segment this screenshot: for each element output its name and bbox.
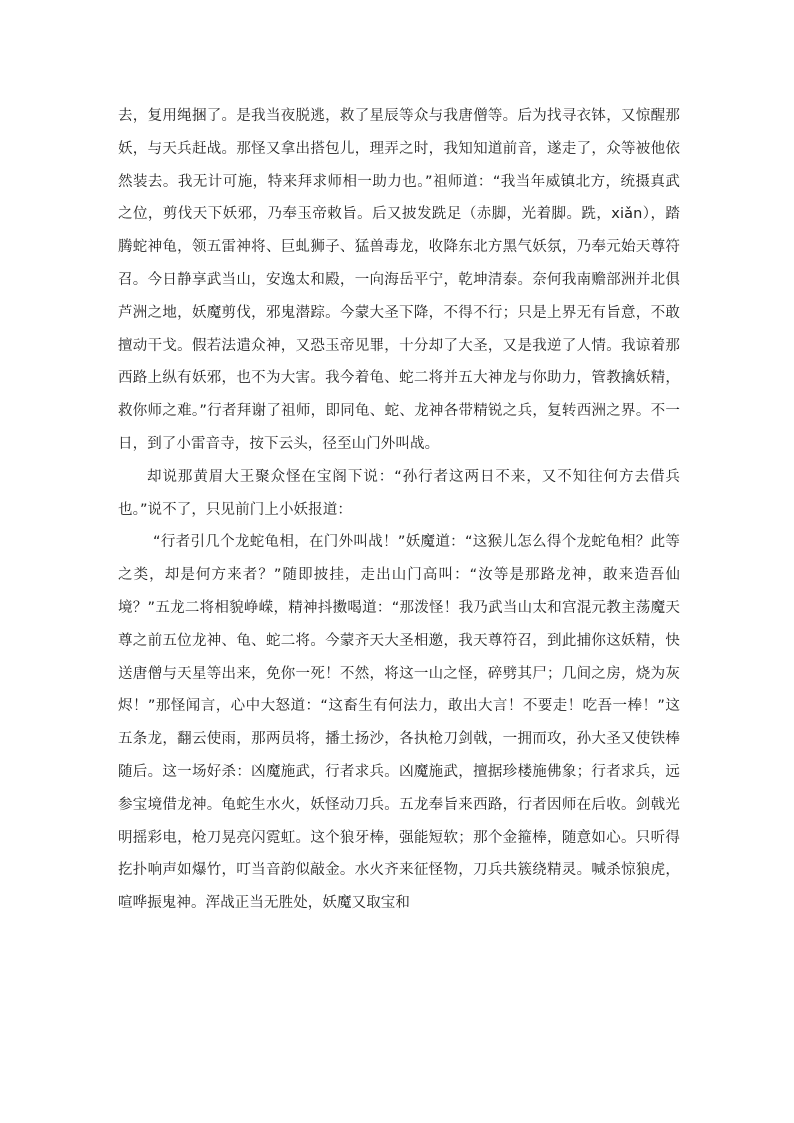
paragraph-1: 去，复用绳捆了。是我当夜脱逃，救了星辰等众与我唐僧等。后为找寻衣钵，又惊醒那妖，与天兵赶战。那怪又拿出搭包儿，理弄之时，我知知道前音，遂走了，众等被他依然装去。我无计可施，特来拜求师相一助力也。”祖师道：“我当年威镇北方，统摄真武之位，剪伐天下妖邪，乃奉玉帝敕旨。后又披发跣足（赤脚，光着脚。跣，xiǎn），踏腾蛇神龟，领五雷神将、巨虬狮子、猛兽毒龙，收降东北方黑气妖氛，乃奉元始天尊符召。今日静享武当山，安逸太和殿，一向海岳平宁，乾坤清泰。奈何我南赡部洲并北俱芦洲之地，妖魔剪伐，邪鬼潜踪。今蒙大圣下降，不得不行；只是上界无有旨意，不敢擅动干戈。假若法遣众神，又恐玉帝见罪，十分却了大圣，又是我逆了人情。我谅着那西路上纵有妖邪，也不为大害。我今着龟、蛇二将并五大神龙与你助力，管教擒妖精，救你师之难。”行者拜谢了祖师，即同龟、蛇、龙神各带精锐之兵，复转西洲之界。不一日，到了小雷音寺，按下云头，径至山门外叫战。 <box>118 108 680 452</box>
document-body <box>118 100 680 920</box>
paragraph-2: 却说那黄眉大王聚众怪在宝阁下说：“孙行者这两日不来，又不知往何方去借兵也。”说不了，只见前门上小妖报道： <box>118 468 680 518</box>
paragraph-3: “行者引几个龙蛇龟相，在门外叫战！”妖魔道：“这猴儿怎么得个龙蛇龟相？此等之类，却是何方来者？”随即披挂，走出山门高叫：“汝等是那路龙神，敢来造吾仙境？”五龙二将相貌峥嵘，精神抖擞喝道：“那泼怪！我乃武当山太和宫混元教主荡魔天尊之前五位龙神、龟、蛇二将。今蒙齐天大圣相邀，我天尊符召，到此捕你这妖精，快送唐僧与天星等出来，免你一死！不然，将这一山之怪，碎劈其尸；几间之房，烧为灰烬！”那怪闻言，心中大怒道：“这畜生有何法力，敢出大言！不要走！吃吾一棒！”这五条龙，翻云使雨，那两员将，播土扬沙，各执枪刀剑戟，一拥而攻，孙大圣又使铁棒随后。这一场好杀：凶魔施武，行者求兵。凶魔施武，擅据珍楼施佛象；行者求兵，远参宝境借龙神。龟蛇生水火，妖怪动刀兵。五龙奉旨来西路，行者因师在后收。剑戟光明摇彩电，枪刀晃亮闪霓虹。这个狼牙棒，强能短软；那个金箍棒，随意如心。只听得扢扑响声如爆竹，叮当音韵似敲金。水火齐来征怪物，刀兵共簇绕精灵。喊杀惊狼虎，喧哗振鬼神。浑战正当无胜处，妖魔又取宝和 <box>118 534 680 912</box>
